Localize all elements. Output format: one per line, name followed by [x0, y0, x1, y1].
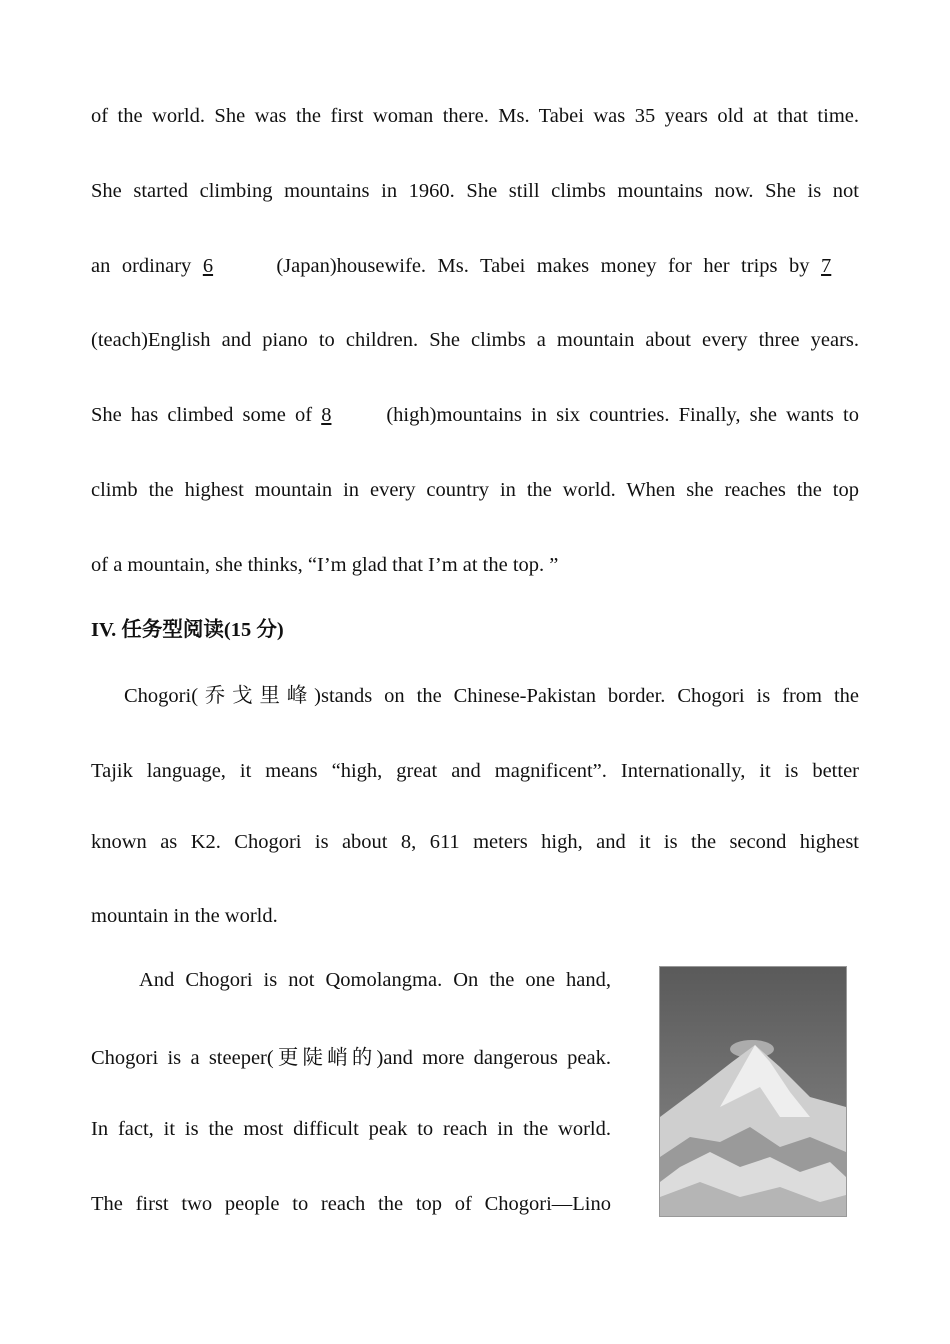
passage-line: Tajik language, it means “high, great and magnificent”. Internationally, it is better — [91, 760, 859, 782]
answer-blank-8: 8 — [321, 404, 332, 426]
passage-line — [91, 401, 859, 429]
passage-line: climb the highest mountain in every country in the world. When she reaches the top — [91, 479, 859, 501]
passage-line: She started climbing mountains in 1960. She still climbs mountains now. She is not — [91, 180, 859, 202]
passage-line: of the world. She was the first woman there. Ms. Tabei was 35 years old at that time. — [91, 105, 859, 127]
passage-line: In fact, it is the most difficult peak to reach in the world. — [91, 1118, 611, 1140]
passage-line — [91, 252, 859, 280]
answer-blank-7: 7 — [821, 255, 832, 277]
passage-line: of a mountain, she thinks, “I’m glad that I’m at the top. ” — [91, 554, 559, 576]
passage-text: (Japan)housewife. Ms. Tabei makes money for her trips by — [276, 255, 810, 277]
answer-blank-6: 6 — [202, 255, 214, 277]
passage-text: She has climbed some of — [91, 404, 313, 426]
passage-line: And Chogori is not Qomolangma. On the one hand, — [139, 969, 611, 991]
passage-line: Chogori(乔戈里峰)stands on the Chinese-Pakistan border. Chogori is from the — [124, 685, 859, 707]
passage-text: (high)mountains in six countries. Finally, she wants to — [386, 404, 860, 426]
passage-line: mountain in the world. — [91, 905, 278, 927]
passage-text: an ordinary — [91, 255, 192, 277]
passage-line: known as K2. Chogori is about 8, 611 meters high, and it is the second highest — [91, 831, 859, 853]
section-heading: IV. 任务型阅读(15 分) — [91, 619, 284, 641]
passage-line: (teach)English and piano to children. She climbs a mountain about every three years. — [91, 329, 859, 351]
mountain-photo — [659, 966, 847, 1217]
passage-line: The first two people to reach the top of Chogori—Lino — [91, 1193, 611, 1215]
passage-line: Chogori is a steeper(更陡峭的)and more dangerous peak. — [91, 1047, 611, 1069]
